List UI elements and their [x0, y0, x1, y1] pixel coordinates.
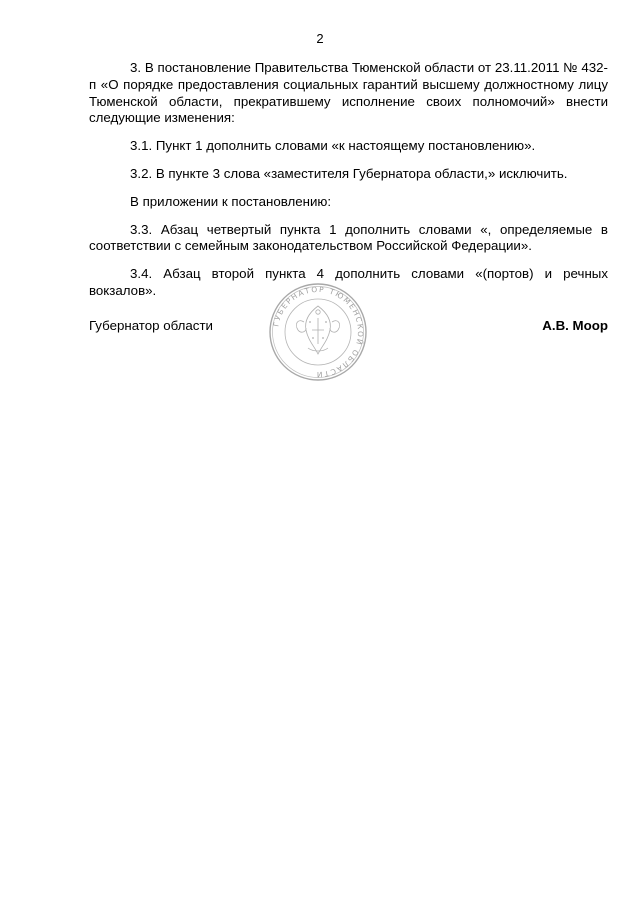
paragraph-3: 3. В постановление Правительства Тюменской области от 23.11.2011 № 432-п «О порядке предоставления социальных гарантий высшему должностному лицу Тюменской области, прекратившему исполнение своих полномочий» внести следующие изменения:: [89, 60, 608, 126]
signatory-name: А.В. Моор: [542, 318, 608, 333]
signatory-title: Губернатор области: [89, 318, 213, 333]
document-body: [89, 60, 608, 311]
seal-text: ГУБЕРНАТОР ТЮМЕНСКОЙ ОБЛАСТИ: [271, 284, 366, 380]
page-number: 2: [316, 31, 324, 46]
official-seal-icon: [268, 282, 368, 382]
paragraph-3-4: 3.4. Абзац второй пункта 4 дополнить словами «(портов) и речных вокзалов».: [89, 266, 608, 298]
paragraph-3-2: 3.2. В пункте 3 слова «заместителя Губернатора области,» исключить.: [130, 165, 568, 181]
paragraph-3-1: 3.1. Пункт 1 дополнить словами «к настоящему постановлению».: [130, 138, 536, 154]
paragraph-appendix-intro: В приложении к постановлению:: [130, 193, 332, 209]
paragraph-3-3: 3.3. Абзац четвертый пункта 1 дополнить словами «, определяемые в соответствии с семейным законодательством Российской Федерации».: [89, 221, 608, 254]
